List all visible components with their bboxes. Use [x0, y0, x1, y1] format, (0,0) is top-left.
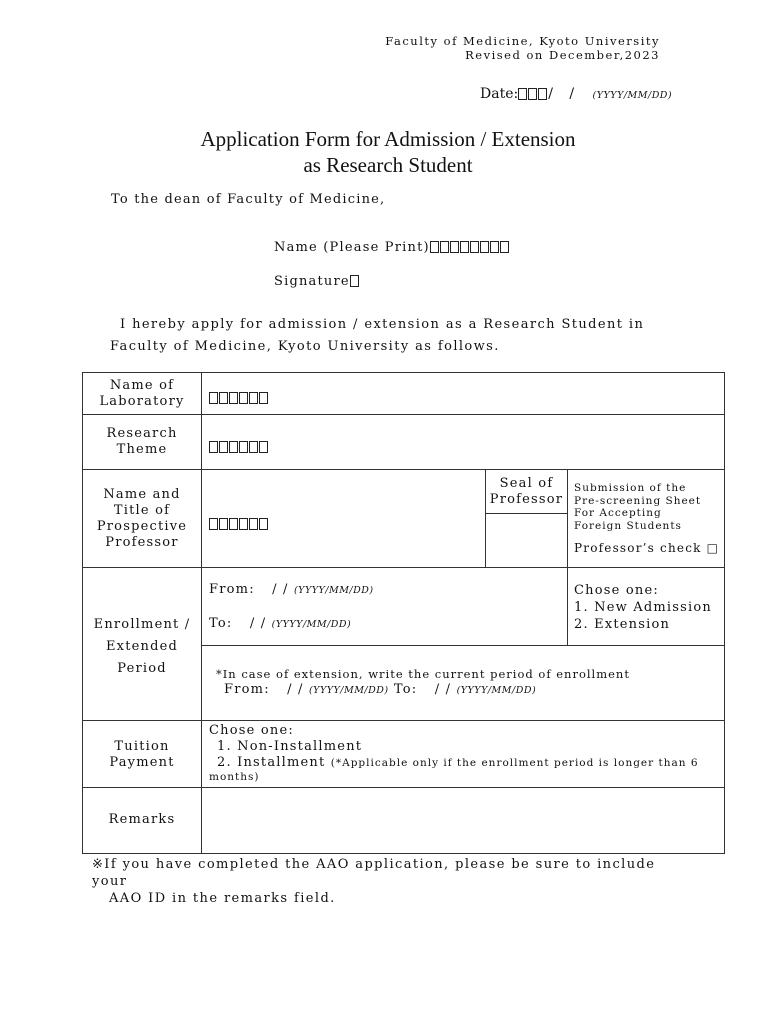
title-line-1: Application Form for Admission / Extension: [200, 127, 576, 151]
name-box: [460, 241, 469, 253]
label-line: Laboratory: [99, 394, 185, 409]
input-box: [239, 392, 248, 404]
table-rule: [201, 372, 202, 854]
label-line: Tuition: [114, 739, 170, 754]
name-box: [450, 241, 459, 253]
label-line: Title of: [113, 503, 171, 518]
from-label: From:: [209, 582, 255, 597]
date-separator: / /: [434, 682, 452, 697]
addressee: To the dean of Faculty of Medicine,: [111, 192, 386, 207]
current-period[interactable]: [224, 682, 536, 697]
date-separator: / /: [272, 582, 289, 597]
signature-field[interactable]: [274, 274, 360, 289]
input-box: [219, 518, 228, 530]
name-box: [490, 241, 499, 253]
option-non-installment[interactable]: 1. Non-Installment: [217, 739, 363, 754]
input-box: [209, 392, 218, 404]
date-box: [518, 88, 527, 100]
option-note-cont: months): [209, 771, 260, 783]
label-line: Theme: [116, 442, 168, 457]
input-box: [259, 518, 268, 530]
table-rule: [202, 645, 725, 646]
input-box: [249, 441, 258, 453]
label-line: Name of: [109, 378, 175, 393]
input-box: [229, 518, 238, 530]
remarks-input[interactable]: [203, 789, 723, 852]
name-box: [480, 241, 489, 253]
footnote-line: AAO ID in the remarks field.: [109, 891, 336, 906]
name-field[interactable]: [274, 240, 510, 255]
checkbox-icon[interactable]: □: [706, 541, 720, 555]
input-box: [209, 518, 218, 530]
label-line: Research: [106, 426, 178, 441]
laboratory-input[interactable]: [209, 387, 269, 406]
input-box: [259, 392, 268, 404]
choice-heading: Chose one:: [574, 583, 659, 598]
input-box: [229, 441, 238, 453]
date-format: (YYYY/MM/DD): [271, 619, 352, 630]
date-separator: / /: [287, 682, 304, 697]
label-line: Extended: [105, 639, 179, 654]
option-label: 2. Installment: [217, 755, 326, 770]
table-rule: [82, 414, 725, 415]
note-line: Pre-screening Sheet: [574, 494, 702, 507]
note-line: Foreign Students: [574, 519, 682, 532]
name-box: [470, 241, 479, 253]
input-box: [249, 518, 258, 530]
input-box: [209, 441, 218, 453]
date-box: [538, 88, 547, 100]
input-box: [239, 518, 248, 530]
theme-input[interactable]: [209, 436, 269, 455]
footnote-line: ※If you have completed the AAO application, please be sure to include your: [92, 857, 656, 889]
faculty-line: Faculty of Medicine, Kyoto University: [385, 34, 660, 48]
table-rule: [567, 567, 568, 646]
enrollment-from[interactable]: [209, 582, 374, 597]
label-line: Professor: [105, 535, 179, 550]
name-box: [500, 241, 509, 253]
table-rule: [82, 469, 725, 470]
label-line: Prospective: [96, 519, 188, 534]
footnote: [92, 856, 692, 907]
date-format: (YYYY/MM/DD): [592, 90, 673, 101]
to-label: To:: [209, 616, 233, 631]
table-rule: [567, 469, 568, 568]
name-box: [440, 241, 449, 253]
signature-box: [350, 275, 359, 287]
professor-label: [83, 487, 201, 551]
prescreening-note: [574, 482, 701, 532]
table-border-right: [724, 372, 725, 854]
date-format: (YYYY/MM/DD): [308, 685, 389, 696]
table-border-bottom: [82, 853, 725, 854]
professor-input[interactable]: [209, 513, 269, 532]
label-line: Name and: [103, 487, 181, 502]
choice-heading: Chose one:: [209, 723, 294, 738]
intro-paragraph: I hereby apply for admission / extension as a Research Student in Faculty of Medicine, Kyoto University as follows.: [110, 317, 645, 354]
revision-line: Revised on December,2023: [465, 48, 660, 62]
tuition-choice[interactable]: [209, 723, 721, 784]
theme-label: [83, 426, 201, 458]
table-rule: [82, 720, 725, 721]
label-line: Seal of: [499, 476, 554, 491]
option-extension[interactable]: 2. Extension: [574, 617, 671, 632]
to-label: To:: [393, 682, 418, 697]
input-box: [219, 441, 228, 453]
input-box: [239, 441, 248, 453]
input-box: [229, 392, 238, 404]
input-box: [249, 392, 258, 404]
form-header: [385, 34, 660, 62]
date-separator: / /: [249, 616, 267, 631]
date-format: (YYYY/MM/DD): [456, 685, 537, 696]
option-installment[interactable]: [209, 755, 721, 771]
remarks-label: Remarks: [108, 812, 176, 827]
enrollment-type-choice[interactable]: [574, 582, 712, 633]
table-rule: [82, 567, 725, 568]
label-line: Professor: [489, 492, 564, 507]
input-box: [219, 392, 228, 404]
note-line: Submission of the: [574, 482, 687, 494]
laboratory-label: [83, 378, 201, 410]
label-line: Period: [117, 661, 167, 676]
date-field[interactable]: [480, 86, 672, 102]
date-label: Date:: [480, 86, 519, 102]
label-line: Payment: [109, 755, 175, 770]
enrollment-to[interactable]: [209, 616, 351, 631]
seal-label: [486, 476, 567, 508]
input-box: [259, 441, 268, 453]
title-line-2: as Research Student: [303, 153, 473, 177]
table-border-top: [82, 372, 725, 373]
extension-note: *In case of extension, write the current period of enrollment: [216, 667, 630, 681]
option-note: (*Applicable only if the enrollment period is longer than 6: [330, 757, 699, 769]
name-box: [430, 241, 439, 253]
date-separator: /: [548, 86, 553, 102]
name-label: Name (Please Print): [274, 240, 430, 255]
check-label: Professor’s check: [574, 541, 702, 555]
professor-check[interactable]: [574, 541, 719, 555]
date-box: [528, 88, 537, 100]
tuition-label: [83, 739, 201, 771]
label-line: Enrollment /: [93, 617, 191, 632]
from-label: From:: [224, 682, 270, 697]
page-title: [0, 126, 770, 178]
enrollment-label: [83, 614, 201, 680]
date-format: (YYYY/MM/DD): [293, 585, 374, 596]
note-line: For Accepting: [574, 507, 662, 519]
option-new-admission[interactable]: 1. New Admission: [574, 600, 712, 615]
signature-label: Signature: [274, 274, 350, 289]
seal-area[interactable]: [486, 514, 567, 567]
table-rule: [82, 787, 725, 788]
date-separator: /: [569, 86, 575, 102]
